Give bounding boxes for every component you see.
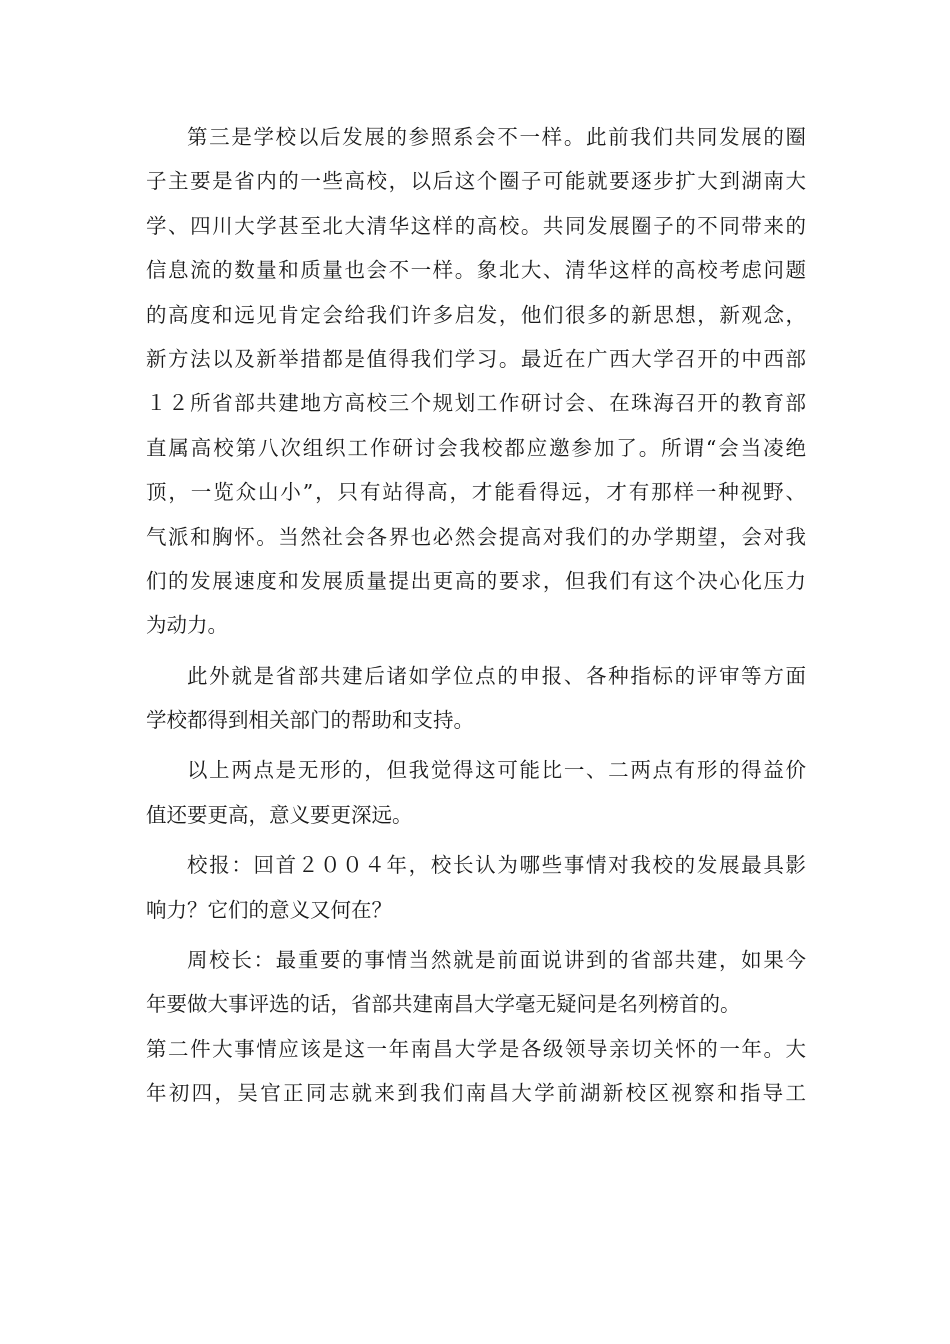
- document-body: [146, 115, 806, 1116]
- text-line: 年初四，吴官正同志就来到我们南昌大学前湖新校区视察和指导工: [146, 1081, 806, 1106]
- paragraph-interview-answer: [146, 938, 806, 1116]
- text-line: 新方法以及新举措都是值得我们学习。最近在广西大学召开的中西部: [146, 346, 806, 371]
- text-line: 第二件大事情应该是这一年南昌大学是各级领导亲切关怀的一年。大: [146, 1036, 806, 1061]
- paragraph-interview-question: [146, 843, 806, 932]
- text-line: 年要做大事评选的话，省部共建南昌大学毫无疑问是名列榜首的。: [146, 992, 741, 1017]
- text-line: 学、四川大学甚至北大清华这样的高校。共同发展圈子的不同带来的: [146, 213, 806, 238]
- paragraph-intangible-value: [146, 748, 806, 837]
- text-line: 的高度和远见肯定会给我们许多启发，他们很多的新思想，新观念，: [146, 302, 806, 327]
- text-line: 此外就是省部共建后诸如学位点的申报、各种指标的评审等方面: [187, 663, 806, 688]
- text-line: 为动力。: [146, 613, 228, 638]
- text-line: 气派和胸怀。当然社会各界也必然会提高对我们的办学期望，会对我: [146, 524, 806, 549]
- text-line: 校报：回首２００４年，校长认为哪些事情对我校的发展最具影: [187, 853, 806, 878]
- text-line: 学校都得到相关部门的帮助和支持。: [146, 708, 474, 733]
- paragraph-support: [146, 654, 806, 743]
- text-line: 顶，一览众山小”，只有站得高，才能看得远，才有那样一种视野、: [146, 480, 806, 505]
- text-line: 第三是学校以后发展的参照系会不一样。此前我们共同发展的圈: [187, 125, 806, 149]
- text-line: 信息流的数量和质量也会不一样。象北大、清华这样的高校考虑问题: [146, 258, 806, 283]
- text-line: 们的发展速度和发展质量提出更高的要求，但我们有这个决心化压力: [146, 568, 806, 593]
- text-line: 以上两点是无形的，但我觉得这可能比一、二两点有形的得益价: [187, 758, 806, 783]
- text-line: 周校长：最重要的事情当然就是前面说讲到的省部共建，如果今: [187, 948, 806, 973]
- text-line: 值还要更高，意义要更深远。: [146, 802, 413, 827]
- paragraph-reference-system: [146, 115, 806, 648]
- text-line: 直属高校第八次组织工作研讨会我校都应邀参加了。所谓“会当凌绝: [146, 435, 806, 460]
- text-line: 响力？它们的意义又何在？: [146, 897, 392, 922]
- text-line: １２所省部共建地方高校三个规划工作研讨会、在珠海召开的教育部: [146, 391, 806, 416]
- text-line: 子主要是省内的一些高校，以后这个圈子可能就要逐步扩大到湖南大: [146, 169, 806, 194]
